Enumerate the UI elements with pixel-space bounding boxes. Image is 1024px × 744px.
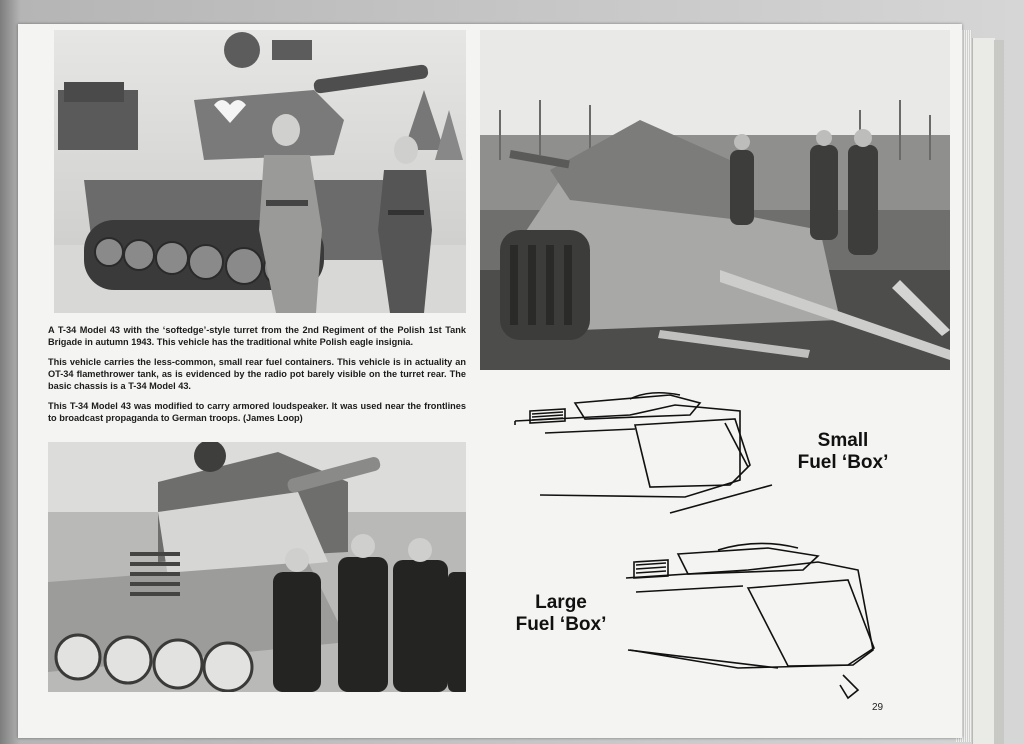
photo-loudspeaker-t34 xyxy=(48,442,466,692)
diagram-large-fuel-box xyxy=(618,540,888,700)
label-small-line1: Small xyxy=(817,430,869,451)
label-small-fuel-box xyxy=(788,430,898,474)
photo-captions xyxy=(48,324,466,432)
cover-edge-shadow xyxy=(994,40,1004,744)
photo-polish-t34-crew xyxy=(54,30,466,313)
label-small-line2: Fuel ‘Box’ xyxy=(797,452,889,473)
page-number: 29 xyxy=(872,702,884,713)
label-large-line1: Large xyxy=(535,592,587,613)
caption-polish-t34: A T-34 Model 43 with the ‘softedge’-style turret from the 2nd Regiment of the Polish 1st Tank Brigade in autumn 1943. This vehicle has the traditional white Polish eagle insignia. xyxy=(48,325,466,347)
label-large-line2: Fuel ‘Box’ xyxy=(515,614,607,635)
caption-loudspeaker: This T-34 Model 43 was modified to carry armored loudspeaker. It was used near the frontlines to broadcast propaganda to German troops. (James Loop) xyxy=(48,401,466,423)
label-large-fuel-box xyxy=(500,592,622,636)
caption-ot34: This vehicle carries the less-common, small rear fuel containers. This vehicle is in actuality an OT-34 flamethrower tank, as is evidenced by the radio pot barely visible on the turret rear. The basic chassis is a T-34 Model 43. xyxy=(48,357,466,391)
cover-edge xyxy=(972,38,995,744)
photo-ot34-flamethrower xyxy=(480,30,950,370)
diagram-small-fuel-box xyxy=(510,385,780,520)
